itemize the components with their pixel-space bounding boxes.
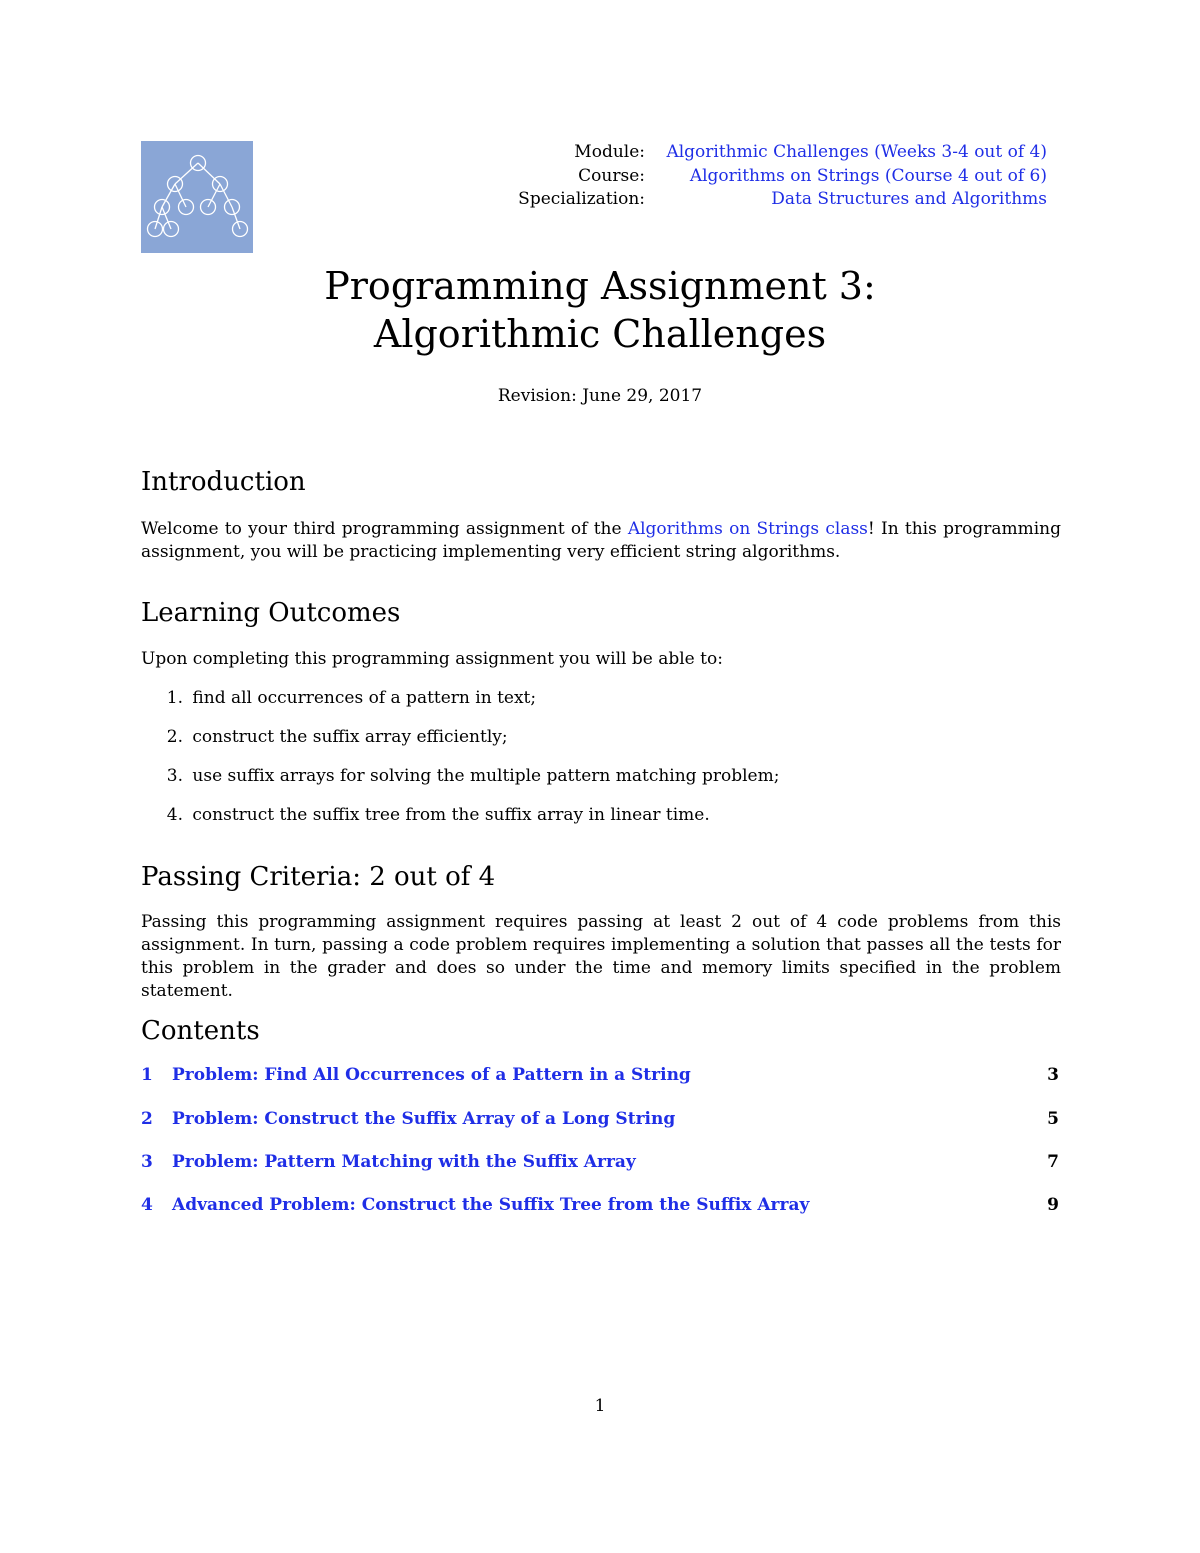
module-link[interactable]: Algorithmic Challenges (Weeks 3-4 out of 4) <box>666 142 1047 162</box>
title-line-2: Algorithmic Challenges <box>373 312 827 356</box>
page-number: 1 <box>594 1396 606 1416</box>
list-item-number: 3. <box>166 766 183 786</box>
list-item-text: construct the suffix array efficiently; <box>192 727 508 747</box>
toc-entry-title[interactable]: Problem: Find All Occurrences of a Pattern in a String <box>172 1065 691 1085</box>
specialization-link[interactable]: Data Structures and Algorithms <box>771 189 1047 209</box>
toc-entry[interactable] <box>141 1152 1059 1172</box>
list-item-text: find all occurrences of a pattern in text; <box>192 688 537 708</box>
toc-entry-number: 2 <box>141 1109 153 1129</box>
specialization-row <box>440 188 1047 212</box>
toc-entry-number: 3 <box>141 1152 153 1172</box>
toc-entry-page: 5 <box>1047 1109 1059 1129</box>
toc-entry-title[interactable]: Problem: Construct the Suffix Array of a Long String <box>172 1109 676 1129</box>
learning-outcomes-intro: Upon completing this programming assignment you will be able to: <box>141 649 723 669</box>
course-logo <box>141 141 253 253</box>
list-item-number: 2. <box>166 727 183 747</box>
introduction-paragraph <box>141 518 1061 564</box>
list-item-number: 1. <box>166 688 183 708</box>
list-item <box>141 805 710 825</box>
specialization-label: Specialization: <box>518 189 645 209</box>
document-title <box>0 262 1200 358</box>
toc-entry[interactable] <box>141 1109 1059 1129</box>
intro-text-before: Welcome to your third programming assignment of the <box>141 519 628 539</box>
list-item-text: construct the suffix tree from the suffix array in linear time. <box>192 805 710 825</box>
list-item-text: use suffix arrays for solving the multiple pattern matching problem; <box>192 766 780 786</box>
module-row <box>440 141 1047 165</box>
class-link[interactable]: Algorithms on Strings class <box>627 519 868 539</box>
list-item <box>141 766 779 786</box>
toc-entry-title[interactable]: Problem: Pattern Matching with the Suffix Array <box>172 1152 636 1172</box>
tree-logo-icon <box>141 141 253 253</box>
list-item-number: 4. <box>166 805 183 825</box>
module-label: Module: <box>574 142 645 162</box>
toc-entry-title[interactable]: Advanced Problem: Construct the Suffix Tree from the Suffix Array <box>172 1195 810 1215</box>
toc-entry-number: 1 <box>141 1065 153 1085</box>
title-line-1: Programming Assignment 3: <box>324 264 876 308</box>
toc-entry-page: 7 <box>1047 1152 1059 1172</box>
list-item <box>141 688 536 708</box>
contents-heading: Contents <box>141 1016 260 1046</box>
toc-entry-page: 3 <box>1047 1065 1059 1085</box>
course-metadata <box>440 141 1047 212</box>
toc-entry-number: 4 <box>141 1195 153 1215</box>
list-item <box>141 727 508 747</box>
passing-criteria-heading: Passing Criteria: 2 out of 4 <box>141 862 496 892</box>
intro-text-after: ! In this programming assignment, you will be practicing implementing very efficient string algorithms. <box>141 519 1061 562</box>
toc-entry[interactable] <box>141 1065 1059 1085</box>
course-link[interactable]: Algorithms on Strings (Course 4 out of 6) <box>689 165 1047 186</box>
toc-entry-page: 9 <box>1047 1195 1059 1215</box>
passing-criteria-paragraph: Passing this programming assignment requires passing at least 2 out of 4 code problems from this assignment. In turn, passing a code problem requires implementing a solution that passes all the tests for this problem in the grader and does so under the time and memory limits specified in the problem statement. <box>141 912 1061 1001</box>
course-label: Course: <box>578 165 645 186</box>
toc-entry[interactable] <box>141 1195 1059 1215</box>
course-row <box>440 165 1047 189</box>
learning-outcomes-heading: Learning Outcomes <box>141 598 401 628</box>
introduction-heading: Introduction <box>141 467 306 497</box>
revision-date: Revision: June 29, 2017 <box>497 386 703 406</box>
